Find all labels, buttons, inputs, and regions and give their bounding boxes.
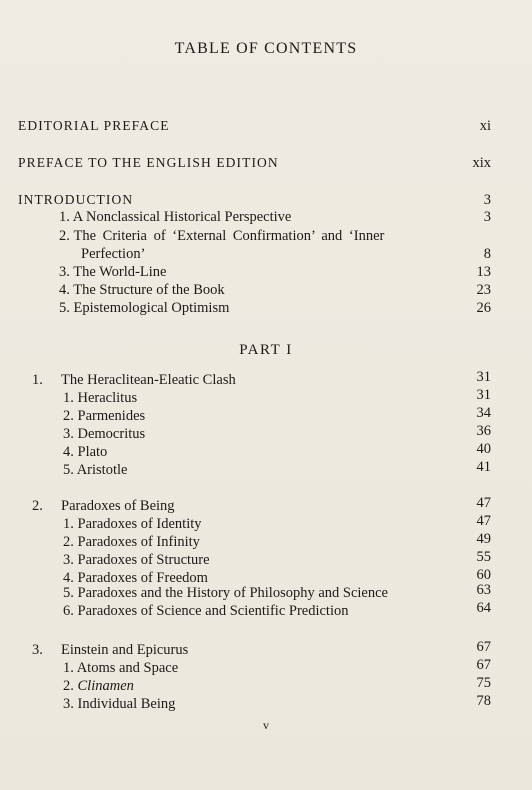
toc-num: 3. (63, 552, 74, 568)
toc-label: Heraclitus (77, 390, 138, 406)
toc-num: 5. (63, 585, 74, 601)
toc-label: Aristotle (76, 462, 128, 478)
part-heading: PART I (239, 342, 293, 358)
toc-page: 23 (476, 282, 491, 298)
toc-page: 49 (476, 531, 491, 547)
toc-num: 1. (32, 372, 43, 388)
toc-page: 8 (483, 246, 491, 262)
toc-page: 40 (476, 441, 491, 457)
toc-num: 2. (32, 498, 43, 514)
toc-num: 1. (59, 209, 70, 225)
toc-label: Paradoxes of Structure (77, 552, 210, 568)
toc-num: 3. (59, 264, 70, 280)
toc-num: 3. (63, 426, 74, 442)
toc-label: The World-Line (73, 264, 167, 280)
toc-num: 2. (63, 678, 74, 694)
toc-num: 4. (63, 444, 74, 460)
toc-label: Paradoxes and the History of Philosophy and Science (77, 585, 388, 601)
toc-num: 4. (59, 282, 70, 298)
toc-num: 1. (63, 660, 74, 676)
toc-page: 36 (476, 423, 491, 439)
toc-page: 63 (476, 582, 491, 598)
toc-num: 1. (63, 516, 74, 532)
toc-label: Einstein and Epicurus (61, 642, 189, 658)
toc-page: 3 (483, 209, 491, 225)
toc-num: 4. (63, 570, 74, 586)
toc-page: 26 (476, 300, 491, 316)
toc-page: 31 (476, 387, 491, 403)
toc-page: 60 (476, 567, 491, 583)
toc-label: Clinamen (77, 678, 134, 694)
toc-label: Paradoxes of Infinity (77, 534, 200, 550)
toc-page: 47 (476, 513, 491, 529)
toc-label: Perfection’ (81, 246, 146, 262)
toc-label: Paradoxes of Science and Scientific Prediction (77, 603, 349, 619)
toc-page: 55 (476, 549, 491, 565)
toc-page: 64 (476, 600, 491, 616)
toc-label: INTRODUCTION (18, 192, 134, 207)
toc-page: xix (472, 155, 491, 171)
toc-num: 2. (63, 408, 74, 424)
toc-num: 1. (63, 390, 74, 406)
toc-page: 75 (476, 675, 491, 691)
toc-num: 5. (63, 462, 74, 478)
toc-label: Democritus (77, 426, 146, 442)
toc-page: 3 (483, 192, 491, 208)
toc-label: Paradoxes of Freedom (77, 570, 208, 586)
toc-num: 5. (59, 300, 70, 316)
toc-page: 31 (476, 369, 491, 385)
toc-label: PREFACE TO THE ENGLISH EDITION (18, 155, 279, 170)
toc-label: The Structure of the Book (73, 282, 225, 298)
toc-label: Parmenides (77, 408, 146, 424)
toc-label: Epistemological Optimism (73, 300, 230, 316)
toc-label: The Criteria of ‘External Confirmation’ and ‘Inner (73, 228, 385, 244)
toc-page: 67 (476, 639, 491, 655)
toc-num: 2. (59, 228, 70, 244)
page-number: v (263, 718, 269, 732)
toc-label: Individual Being (77, 696, 176, 712)
toc-label: Paradoxes of Identity (77, 516, 202, 532)
toc-num: 3. (63, 696, 74, 712)
toc-label: Plato (77, 444, 108, 460)
toc-page: 34 (476, 405, 491, 421)
toc-page: 47 (476, 495, 491, 511)
toc-label: EDITORIAL PREFACE (18, 118, 170, 133)
toc-page: 41 (476, 459, 491, 475)
toc-num: 6. (63, 603, 74, 619)
toc-num: 2. (63, 534, 74, 550)
toc-label: A Nonclassical Historical Perspective (72, 209, 292, 225)
toc-page: 13 (476, 264, 491, 280)
toc-label: Atoms and Space (76, 660, 179, 676)
toc-num: 3. (32, 642, 43, 658)
toc-page: 67 (476, 657, 491, 673)
toc-page: xi (479, 118, 491, 134)
toc-title: TABLE OF CONTENTS (174, 40, 358, 57)
toc-label: The Heraclitean-Eleatic Clash (61, 372, 236, 388)
toc-label: Paradoxes of Being (61, 498, 175, 514)
toc-page: 78 (476, 693, 491, 709)
